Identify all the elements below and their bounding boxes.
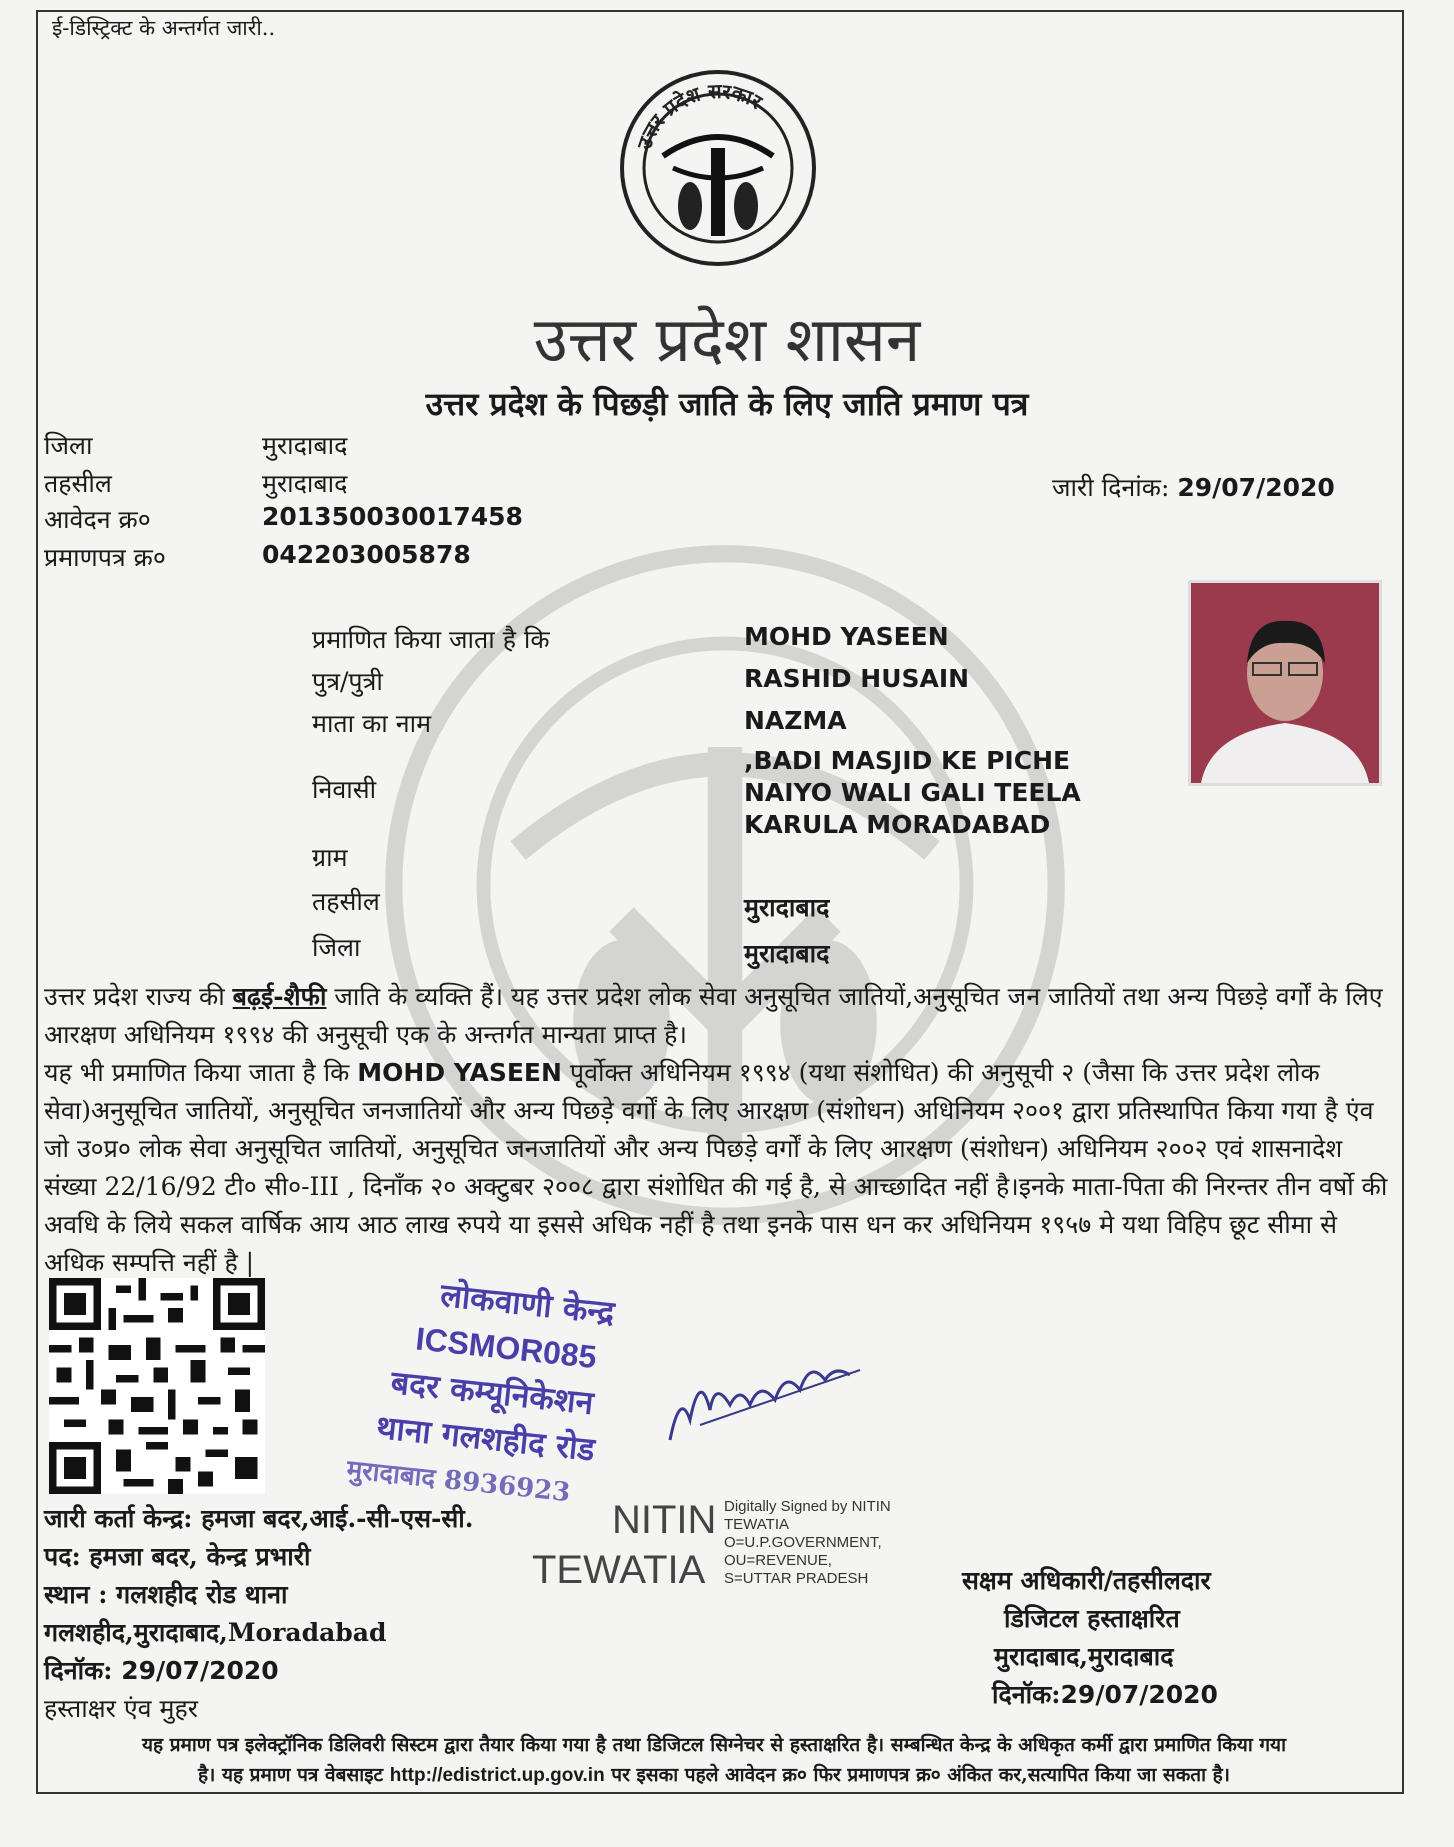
certificate-subtitle: उत्तर प्रदेश के पिछड़ी जाति के लिए जाति प्रमाण पत्र	[425, 385, 1029, 423]
meta-application-label: आवेदन क्र०	[44, 505, 151, 534]
certified-label: प्रमाणित किया जाता है कि	[312, 625, 550, 654]
officer-date-label: दिनॉक:	[992, 1680, 1061, 1709]
dsig-info-4: OU=REVENUE,	[724, 1552, 832, 1569]
dsig-info-5: S=UTTAR PRADESH	[724, 1570, 869, 1587]
verification-website-link[interactable]: http://edistrict.up.gov.in	[389, 1765, 605, 1786]
officer-date	[962, 1676, 1218, 1714]
certification-paragraph	[44, 1054, 1389, 1282]
issue-date-value: 29/07/2020	[1177, 473, 1335, 502]
applicant-photo	[1188, 580, 1382, 786]
up-government-seal-icon	[618, 68, 818, 268]
dsig-name-line-2: TEWATIA	[532, 1548, 706, 1592]
para1-before: उत्तर प्रदेश राज्य की	[44, 982, 233, 1011]
issuing-center-stamp	[338, 1263, 691, 1536]
tehsil-value: मुरादाबाद	[744, 893, 830, 922]
issuer-date-value: 29/07/2020	[121, 1656, 279, 1685]
address-line-2: NAIYO WALI GALI TEELA	[744, 778, 1081, 807]
dsig-info-2: TEWATIA	[724, 1516, 789, 1533]
mother-label: माता का नाम	[312, 709, 432, 738]
district-value: मुरादाबाद	[744, 939, 830, 968]
issuer-post: पद: हमजा बदर, केन्द्र प्रभारी	[44, 1542, 311, 1571]
stamp-line-5: मुरादाबाद 8936923	[345, 1454, 572, 1509]
dsig-name-line-1: NITIN	[612, 1498, 717, 1542]
issue-date-label: जारी दिनांक:	[1052, 473, 1170, 502]
header-note: ई-डिस्ट्रिक्ट के अन्तर्गत जारी..	[52, 16, 276, 40]
footer-line-1: यह प्रमाण पत्र इलेक्ट्रॉनिक डिलिवरी सिस्टम द्वारा तैयार किया गया है तथा डिजिटल सिग्नेचर से हस्ताक्षरित है। सम्बन्धित केन्द्र के अधिकृत कर्मी द्वारा प्रमाणित किया गया	[141, 1734, 1286, 1756]
address-line-1: ,BADI MASJID KE PICHE	[744, 746, 1071, 775]
caste-paragraph	[44, 978, 1389, 1054]
officer-title: सक्षम अधिकारी/तहसीलदार	[962, 1566, 1211, 1595]
issue-date	[1052, 470, 1335, 504]
para2-after: पूर्वोक्त अधिनियम १९९४ (यथा संशोधित) की अनुसूची २ (जैसा कि उत्तर प्रदेश लोक सेवा)अनुसूचित जातियों, अनुसूचित जनजातियों और अन्य पिछड़े वर्गों के लिए आरक्षण (संशोधन) अधिनियम २००१ द्वारा प्रतिस्थापित किया गया है एंव जो उ०प्र० लोक सेवा अनुसूचित जातियों, अनुसूचित जनजातियों और अन्य पिछड़े वर्गों के लिए आरक्षण (संशोधन) अधिनियम २००२ एवं शासनादेश संख्या 22/16/92 टी० सी०-III , दिनाँक २० अक्टुबर २००८ द्वारा संशोधित की गई है, से आच्छादित नहीं है।इनके माता-पिता की निरन्तर तीन वर्षो की अवधि के लिये सकल वार्षिक आय आठ लाख रुपये या इससे अधिक नहीं है तथा इनके पास धन कर अधिनियम १९५७ मे यथा विहिप छूट सीमा से अधिक सम्पत्ति नहीं है |	[44, 1058, 1388, 1277]
officer-digital: डिजिटल हस्ताक्षरित	[1004, 1604, 1180, 1633]
issuer-date-label: दिनॉक:	[44, 1656, 113, 1685]
issuer-sign-seal: हस्ताक्षर एंव मुहर	[44, 1694, 198, 1723]
meta-tehsil-value: मुरादाबाद	[262, 469, 348, 498]
issuer-place: स्थान : गलशहीद रोड थाना	[44, 1580, 288, 1609]
issuer-place-2: गलशहीद,मुरादाबाद,Moradabad	[44, 1618, 387, 1647]
meta-district-label: जिला	[44, 431, 93, 460]
village-label: ग्राम	[312, 843, 348, 872]
son-daughter-label: पुत्र/पुत्री	[312, 667, 383, 696]
resident-label: निवासी	[312, 775, 377, 804]
para1-after: जाति के व्यक्ति हैं। यह उत्तर प्रदेश लोक सेवा अनुसूचित जातियों,अनुसूचित जन जातियों तथा अन्य पिछड़े वर्गों के लिए आरक्षण अधिनियम १९९४ की अनुसूची एक के अन्तर्गत मान्यता प्राप्त है।	[44, 982, 1383, 1049]
meta-district-value: मुरादाबाद	[262, 431, 348, 460]
seal-text: उत्तर प्रदेश सरकार	[631, 78, 767, 153]
issuer-block	[44, 1500, 473, 1728]
dsig-info	[724, 1498, 891, 1588]
tehsil-label: तहसील	[312, 887, 380, 916]
qr-code-icon	[48, 1278, 266, 1494]
meta-certificate-label: प्रमाणपत्र क्र०	[44, 543, 166, 572]
officer-location: मुरादाबाद,मुरादाबाद	[994, 1642, 1174, 1671]
stamp-line-3: बदर कम्यूनिकेशन	[389, 1363, 596, 1423]
issuer-center: जारी कर्ता केन्द्र: हमजा बदर,आई.-सी-एस-सी.	[44, 1504, 474, 1533]
caste-name: बढ़ई-शैफी	[232, 982, 327, 1011]
dsig-info-1: Digitally Signed by NITIN	[724, 1498, 891, 1515]
district-label: जिला	[312, 933, 361, 962]
issuer-date	[44, 1652, 473, 1690]
footer-line-2-before: है। यह प्रमाण पत्र वेबसाइट	[198, 1764, 390, 1786]
officer-block	[962, 1562, 1218, 1714]
footer-note	[44, 1730, 1384, 1791]
meta-certificate-number: 042203005878	[262, 540, 471, 569]
stamp-line-4: थाना गलशहीद रोड	[374, 1407, 597, 1469]
meta-application-number: 201350030017458	[262, 502, 523, 531]
mother-name: NAZMA	[744, 706, 847, 735]
para2-before: यह भी प्रमाणित किया जाता है कि	[44, 1058, 358, 1087]
address-line-3: KARULA MORADABAD	[744, 810, 1051, 839]
signature-scribble-icon	[660, 1350, 870, 1450]
page-title: उत्तर प्रदेश शासन	[533, 303, 921, 376]
meta-tehsil-label: तहसील	[44, 469, 112, 498]
stamp-line-2: ICSMOR085	[414, 1320, 599, 1376]
officer-date-value: 29/07/2020	[1060, 1680, 1218, 1709]
footer-line-2-after: पर इसका पहले आवेदन क्र० फिर प्रमाणपत्र क्र० अंकित कर,सत्यापित किया जा सकता है।	[604, 1764, 1230, 1786]
footer-line-2	[44, 1760, 1384, 1791]
father-name: RASHID HUSAIN	[744, 664, 970, 693]
stamp-line-1: लोकवाणी केन्द्र	[438, 1275, 617, 1332]
dsig-info-3: O=U.P.GOVERNMENT,	[724, 1534, 882, 1551]
certified-name: MOHD YASEEN	[744, 622, 949, 651]
para2-name: MOHD YASEEN	[357, 1058, 562, 1087]
